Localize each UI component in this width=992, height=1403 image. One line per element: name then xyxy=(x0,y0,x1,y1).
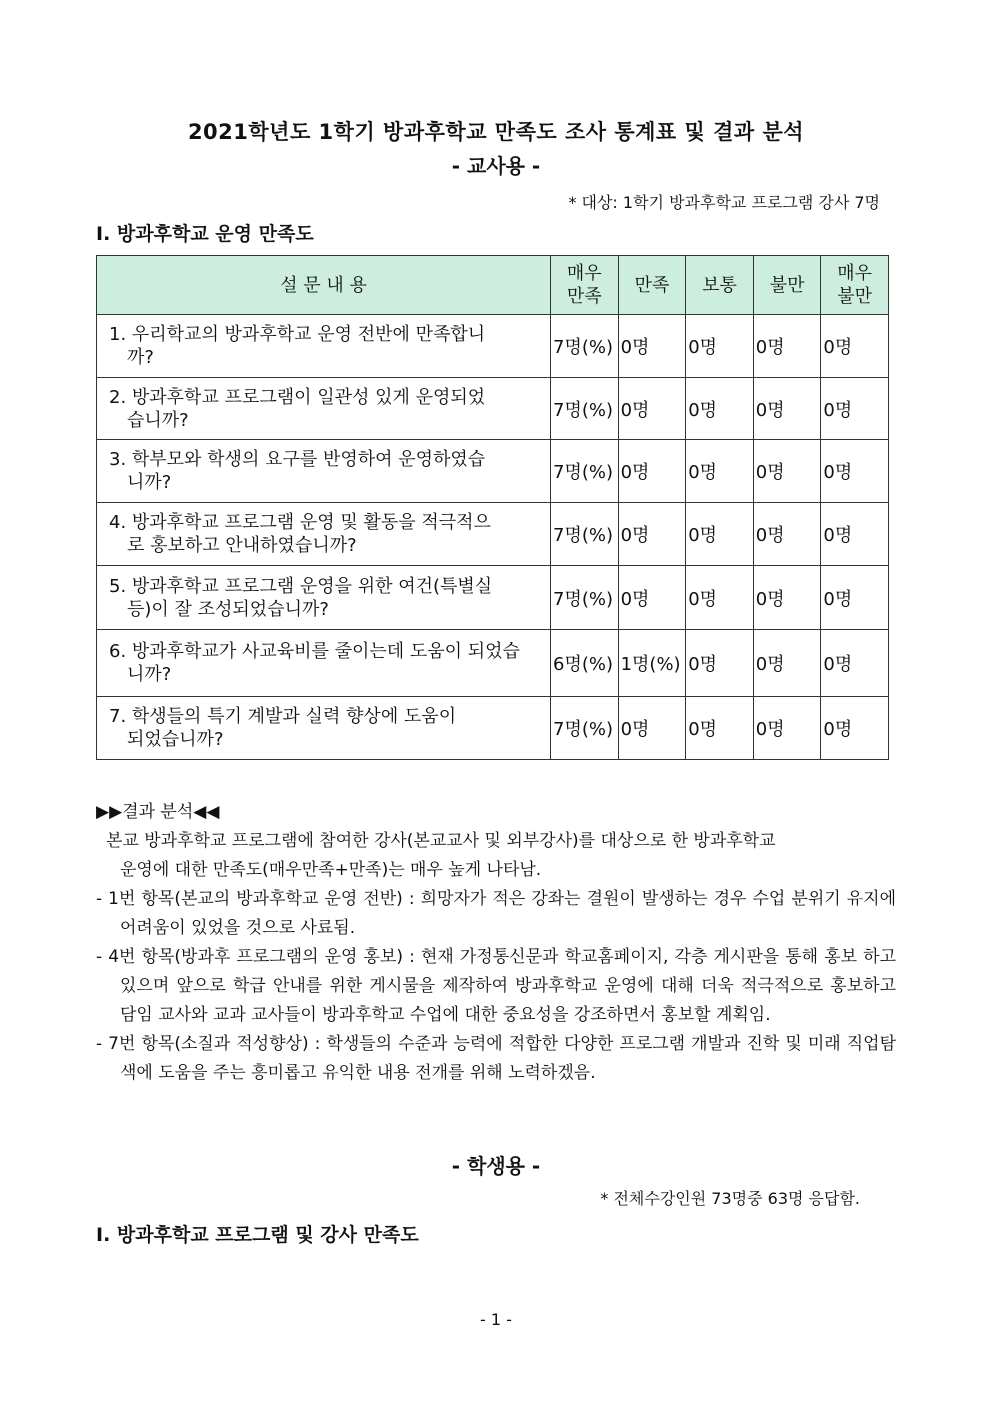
result-analysis xyxy=(96,798,896,1088)
question-cell xyxy=(97,630,551,697)
header-dissatisfied: 불만 xyxy=(753,256,821,315)
question-text: 7. 학생들의 특기 계발과 실력 향상에 도움이 xyxy=(109,706,457,727)
value-neutral: 0명 xyxy=(686,630,754,697)
value-dissatisfied: 0명 xyxy=(753,378,821,440)
analysis-item-1: - 1번 항목(본교의 방과후학교 운영 전반) : 희망자가 적은 강좌는 결원이 발생하는 경우 수업 분위기 유지에 어려움이 있었을 것으로 사료됨. xyxy=(96,889,896,938)
header-very-satisfied-line2: 만족 xyxy=(566,286,602,307)
header-very-dissatisfied xyxy=(821,256,889,315)
header-very-satisfied xyxy=(551,256,619,315)
header-neutral: 보통 xyxy=(686,256,754,315)
question-text: 4. 방과후학교 프로그램 운영 및 활동을 적극적으 xyxy=(109,512,491,533)
value-very-dissatisfied: 0명 xyxy=(821,440,889,503)
value-very-satisfied: 7명(%) xyxy=(551,697,619,760)
question-text-cont: 까? xyxy=(127,347,154,368)
value-very-dissatisfied: 0명 xyxy=(821,697,889,760)
value-dissatisfied: 0명 xyxy=(753,315,821,378)
value-very-satisfied: 7명(%) xyxy=(551,566,619,630)
value-very-dissatisfied: 0명 xyxy=(821,315,889,378)
question-text-cont: 되었습니까? xyxy=(127,729,224,750)
value-neutral: 0명 xyxy=(686,315,754,378)
value-very-dissatisfied: 0명 xyxy=(821,566,889,630)
analysis-item-4: - 4번 항목(방과후 프로그램의 운영 홍보) : 현재 가정통신문과 학교홈페이지, 각층 게시판을 통해 홍보 하고 있으며 앞으로 학급 안내를 위한 게시물을 제작하여 방과후학교 운영에 대해 더욱 적극적으로 홍보하고 담임 교사와 교과 교사들이 방과후학교 수업에 대한 중요성을 강조하면서 홍보할 계획임. xyxy=(96,947,896,1025)
header-question xyxy=(97,256,551,315)
header-very-satisfied-line1: 매우 xyxy=(566,263,602,284)
value-satisfied: 1명(%) xyxy=(618,630,686,697)
value-neutral: 0명 xyxy=(686,697,754,760)
section-heading-program: Ⅰ. 방과후학교 프로그램 및 강사 만족도 xyxy=(96,1224,419,1246)
value-neutral: 0명 xyxy=(686,503,754,566)
value-dissatisfied: 0명 xyxy=(753,630,821,697)
value-dissatisfied: 0명 xyxy=(753,440,821,503)
table-row xyxy=(97,440,889,503)
student-subtitle: - 학생용 - xyxy=(451,1154,541,1178)
value-very-dissatisfied: 0명 xyxy=(821,503,889,566)
header-satisfied: 만족 xyxy=(618,256,686,315)
question-text: 2. 방과후학교 프로그램이 일관성 있게 운영되었 xyxy=(109,386,486,408)
question-text: 3. 학부모와 학생의 요구를 반영하여 운영하였습 xyxy=(109,449,486,470)
header-very-dissatisfied-line1: 매우 xyxy=(837,263,873,284)
question-text: 1. 우리학교의 방과후학교 운영 전반에 만족합니 xyxy=(109,324,486,345)
value-satisfied: 0명 xyxy=(618,697,686,760)
value-neutral: 0명 xyxy=(686,440,754,503)
page-number: - 1 - xyxy=(480,1310,512,1329)
teacher-satisfaction-table xyxy=(96,255,889,760)
value-very-satisfied: 7명(%) xyxy=(551,378,619,440)
value-satisfied: 0명 xyxy=(618,378,686,440)
question-text-cont: 니까? xyxy=(127,472,172,493)
student-note: * 전체수강인원 73명중 63명 응답함. xyxy=(600,1189,860,1208)
question-text-cont: 니까? xyxy=(127,664,172,685)
value-dissatisfied: 0명 xyxy=(753,697,821,760)
value-dissatisfied: 0명 xyxy=(753,503,821,566)
table-row xyxy=(97,378,889,440)
analysis-intro xyxy=(96,827,896,885)
value-very-dissatisfied: 0명 xyxy=(821,630,889,697)
value-very-satisfied: 7명(%) xyxy=(551,503,619,566)
table-row xyxy=(97,315,889,378)
analysis-heading: ▶▶결과 분석◀◀ xyxy=(96,802,220,822)
question-cell xyxy=(97,697,551,760)
question-text-cont: 로 홍보하고 안내하였습니까? xyxy=(127,535,357,556)
analysis-intro-line1: 본교 방과후학교 프로그램에 참여한 강사(본교교사 및 외부강사)를 대상으로 한 방과후학교 xyxy=(106,831,776,851)
question-text-cont: 습니까? xyxy=(127,409,189,431)
value-satisfied: 0명 xyxy=(618,315,686,378)
table-row xyxy=(97,503,889,566)
analysis-item-7: - 7번 항목(소질과 적성향상) : 학생들의 수준과 능력에 적합한 다양한 프로그램 개발과 진학 및 미래 직업탐색에 도움을 주는 흥미롭고 유익한 내용 전개를 위해 노력하겠음. xyxy=(96,1034,896,1083)
value-dissatisfied: 0명 xyxy=(753,566,821,630)
question-cell xyxy=(97,378,551,440)
table-row xyxy=(97,697,889,760)
value-very-satisfied: 6명(%) xyxy=(551,630,619,697)
question-cell xyxy=(97,503,551,566)
question-text-cont: 등)이 잘 조성되었습니까? xyxy=(127,598,329,620)
value-satisfied: 0명 xyxy=(618,566,686,630)
header-question-label: 설 문 내 용 xyxy=(280,274,367,296)
question-cell xyxy=(97,315,551,378)
value-very-satisfied: 7명(%) xyxy=(551,440,619,503)
teacher-subtitle: - 교사용 - xyxy=(451,154,541,178)
question-text: 5. 방과후학교 프로그램 운영을 위한 여건(특별실 xyxy=(109,575,493,597)
value-neutral: 0명 xyxy=(686,378,754,440)
value-satisfied: 0명 xyxy=(618,503,686,566)
value-satisfied: 0명 xyxy=(618,440,686,503)
question-text: 6. 방과후학교가 사교육비를 줄이는데 도움이 되었습 xyxy=(109,641,520,662)
table-row xyxy=(97,566,889,630)
page-title: 2021학년도 1학기 방과후학교 만족도 조사 통계표 및 결과 분석 xyxy=(187,120,805,144)
section-heading-operation: Ⅰ. 방과후학교 운영 만족도 xyxy=(96,223,314,245)
analysis-intro-line2: 운영에 대한 만족도(매우만족+만족)는 매우 높게 나타남. xyxy=(120,860,542,880)
table-header-row xyxy=(97,256,889,315)
value-very-dissatisfied: 0명 xyxy=(821,378,889,440)
question-cell xyxy=(97,566,551,630)
value-neutral: 0명 xyxy=(686,566,754,630)
header-very-dissatisfied-line2: 불만 xyxy=(837,286,873,307)
table-row xyxy=(97,630,889,697)
value-very-satisfied: 7명(%) xyxy=(551,315,619,378)
target-note: * 대상: 1학기 방과후학교 프로그램 강사 7명 xyxy=(568,193,880,212)
question-cell xyxy=(97,440,551,503)
